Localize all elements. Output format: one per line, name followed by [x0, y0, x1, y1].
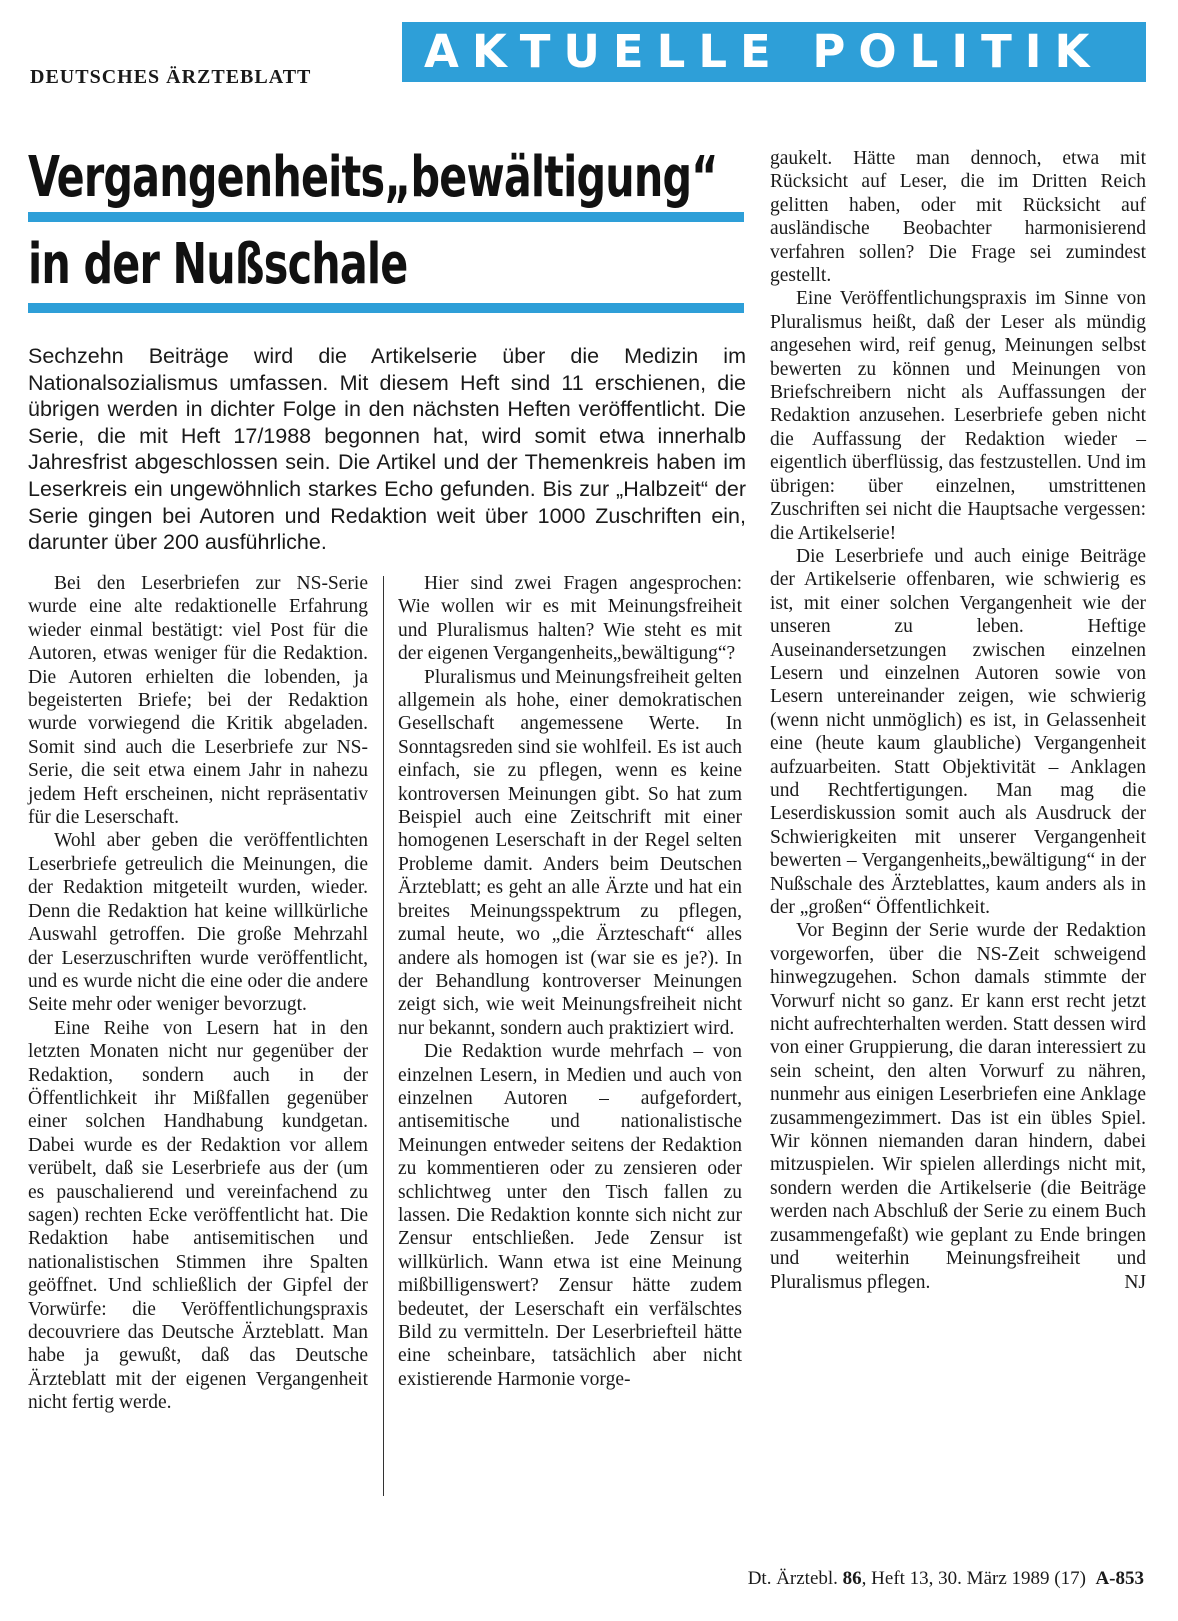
article-title-line1: Vergangenheits„bewältigung“ [28, 145, 718, 210]
paragraph: Eine Reihe von Lesern hat in den letzten Monaten nicht nur gegenüber der Redaktion, sondern auch in der Öffentlichkeit ihr Mißfallen gegenüber einer solchen Handhabung kundgetan. Dabei wurde es der Redaktion vor allem verübelt, daß sie Leserbriefe aus der (um es pauschalierend und vereinfachend zu sagen) rechten Ecke veröffentlicht hat. Die Redaktion habe antisemitischen und nationalistischen Stimmen ihre Spalten geöffnet. Und schließlich der Gipfel der Vorwürfe: die Veröffentlichungspraxis decouvriere das Deutsche Ärzteblatt. Man habe ja gewußt, daß das Deutsche Ärzteblatt mit der eigenen Vergangenheit nicht fertig werde. [28, 1017, 368, 1414]
paragraph: Die Redaktion wurde mehrfach – von einzelnen Lesern, in Medien und auch von einzelnen Autoren – aufgefordert, antisemitische und nationalistische Meinungen entweder seitens der Redaktion zu kommentieren oder zu zensieren oder schlichtweg unter den Tisch fallen zu lassen. Die Redaktion konnte sich nicht zur Zensur entschließen. Jede Zensur ist willkürlich. Wann etwa ist eine Meinung mißbilligenswert? Zensur hätte zudem bedeutet, der Leserschaft ein verfälschtes Bild zu vermitteln. Der Leserbriefteil hätte eine scheinbare, tatsächlich aber nicht existierende Harmonie vorge- [398, 1041, 742, 1390]
paragraph-text: Vor Beginn der Serie wurde der Redaktion vorgeworfen, über die NS-Zeit schweigend hinwegzugehen. Schon damals stimmte der Vorwurf nicht so ganz. Er kann erst recht jetzt nicht aufrechterhalten werden. Statt dessen wird von einer Gruppierung, die daran interessiert zu sein scheint, den alten Vorwurf zu nähren, nunmehr aus einigen Leserbriefen eine Anklage zusammengezimmert. Das ist ein übles Spiel. Wir können niemanden daran hindern, dabei mitzuspielen. Wir spielen allerdings nicht mit, sondern werden die Artikelserie (die Beiträge werden nach Abschluß der Serie zu einem Buch zusammengefaßt) wie geplant zu Ende bringen und weiterhin Meinungsfreiheit und Pluralismus pflegen. [770, 920, 1146, 1293]
paragraph: gaukelt. Hätte man dennoch, etwa mit Rücksicht auf Leser, die im Dritten Reich gelitten haben, oder mit Rücksicht auf ausländische Beobachter harmonisierend verfahren sollen? Die Frage sei zumindest gestellt. [770, 148, 1146, 287]
paragraph: Eine Veröffentlichungspraxis im Sinne von Pluralismus heißt, daß der Leser als mündig angesehen wird, reif genug, Meinungen selbst bewerten zu können und Meinungen von Briefschreibern nicht als Auffassungen der Redaktion anzusehen. Leserbriefe geben nicht die Auffassung der Redaktion wieder – eigentlich überflüssig, das festzustellen. Und im übrigen: über einzelnen, umstrittenen Zuschriften sei nicht die Hauptsache vergessen: die Artikelserie! [770, 288, 1146, 544]
masthead: DEUTSCHES ÄRZTEBLATT [30, 66, 312, 88]
paragraph: Die Leserbriefe und auch einige Beiträge der Artikelserie offenbaren, wie schwierig es ist, mit einer solchen Vergangenheit wie der unseren zu leben. Heftige Auseinandersetzungen zwischen einzelnen Lesern und einzelnen Autoren sowie von Lesern untereinander zeigen, wie schwierig (wenn nicht unmöglich) es ist, in Gelassenheit eine (heute kaum glaubliche) Vergangenheit aufzuarbeiten. Statt Objektivität – Anklagen und Rechtfertigungen. Man mag die Leserdiskussion somit auch als Ausdruck der Schwierigkeiten mit unserer Vergangenheit bewerten – Vergangenheits„bewältigung“ in der Nußschale des Ärzteblattes, kaum anders als in der „großen“ Öffentlichkeit. [770, 545, 1146, 918]
footer-volume: 86 [842, 1568, 862, 1589]
article-lead: Sechzehn Beiträge wird die Artikelserie über die Medizin im Nationalsozialismus umfassen. Mit diesem Heft sind 11 erschienen, die übrigen werden in dichter Folge in den nächsten Heften veröffentlicht. Die Serie, die mit Heft 17/1988 begonnen hat, wird somit etwa innerhalb Jahresfrist abgeschlossen sein. Die Artikel und der Themenkreis haben im Leserkreis ein ungewöhnlich starkes Echo gefunden. Bis zur „Halbzeit“ der Serie gingen bei Autoren und Redaktion weit über 1000 Zuschriften ein, darunter über 200 ausführliche. [28, 344, 746, 555]
paragraph: Wohl aber geben die veröffentlichten Leserbriefe getreulich die Meinungen, die der Redaktion mitgeteilt wurden, wieder. Denn die Redaktion hat keine willkürliche Auswahl getroffen. Die große Mehrzahl der Leserzuschriften wurde veröffentlicht, und es wurde nicht die eine oder die andere Seite mehr oder weniger bevorzugt. [28, 830, 368, 1016]
footer-journal: Dt. Ärztebl. [747, 1568, 838, 1589]
paragraph: Bei den Leserbriefen zur NS-Serie wurde eine alte redaktionelle Erfahrung wieder einmal bestätigt: viel Post für die Autoren, etwas weniger für die Redaktion. Die Autoren erhielten die lobenden, ja begeisterten Briefe; bei der Redaktion wurde vorwiegend die Kritik abgeladen. Somit sind auch die Leserbriefe zur NS-Serie, die seit etwa einem Jahr in nahezu jedem Heft erscheinen, nicht repräsentativ für die Leserschaft. [28, 573, 368, 829]
footer-issue: , Heft 13, 30. März 1989 (17) [861, 1568, 1086, 1589]
footer-page-number: A-853 [1095, 1568, 1144, 1589]
author-signature: NJ [1124, 1271, 1146, 1293]
section-banner: AKTUELLE POLITIK [402, 22, 1146, 82]
body-column-2 [398, 572, 742, 1391]
paragraph: Hier sind zwei Fragen angesprochen: Wie wollen wir es mit Meinungsfreiheit und Pluralismus halten? Wie steht es mit der eigenen Vergangenheits„bewältigung“? [398, 573, 742, 665]
page-footer [748, 1568, 1144, 1590]
body-column-1 [28, 572, 368, 1415]
article-title-line2: in der Nußschale [28, 232, 408, 297]
title-rule-bottom [28, 303, 744, 313]
body-column-3 [770, 147, 1146, 1294]
paragraph: Pluralismus und Meinungsfreiheit gelten allgemein als hohe, einer demokratischen Gesellschaft angemessene Werte. In Sonntagsreden sind sie wohlfeil. Es ist auch einfach, sie zu pflegen, wenn es keine kontroversen Meinungen gibt. So hat zum Beispiel auch eine Zeitschrift mit einer homogenen Leserschaft in der Regel selten Probleme damit. Anders beim Deutschen Ärzteblatt; es geht an alle Ärzte und hat ein breites Meinungsspektrum zu pflegen, zumal heute, wo „die Ärzteschaft“ alles andere als homogen ist (war sie es je?). In der Behandlung kontroverser Meinungen zeigt sich, wie weit Meinungsfreiheit nicht nur bekannt, sondern auch praktiziert wird. [398, 666, 742, 1039]
title-rule-top [28, 212, 744, 222]
paragraph-last [770, 919, 1146, 1294]
column-divider [383, 576, 384, 1496]
